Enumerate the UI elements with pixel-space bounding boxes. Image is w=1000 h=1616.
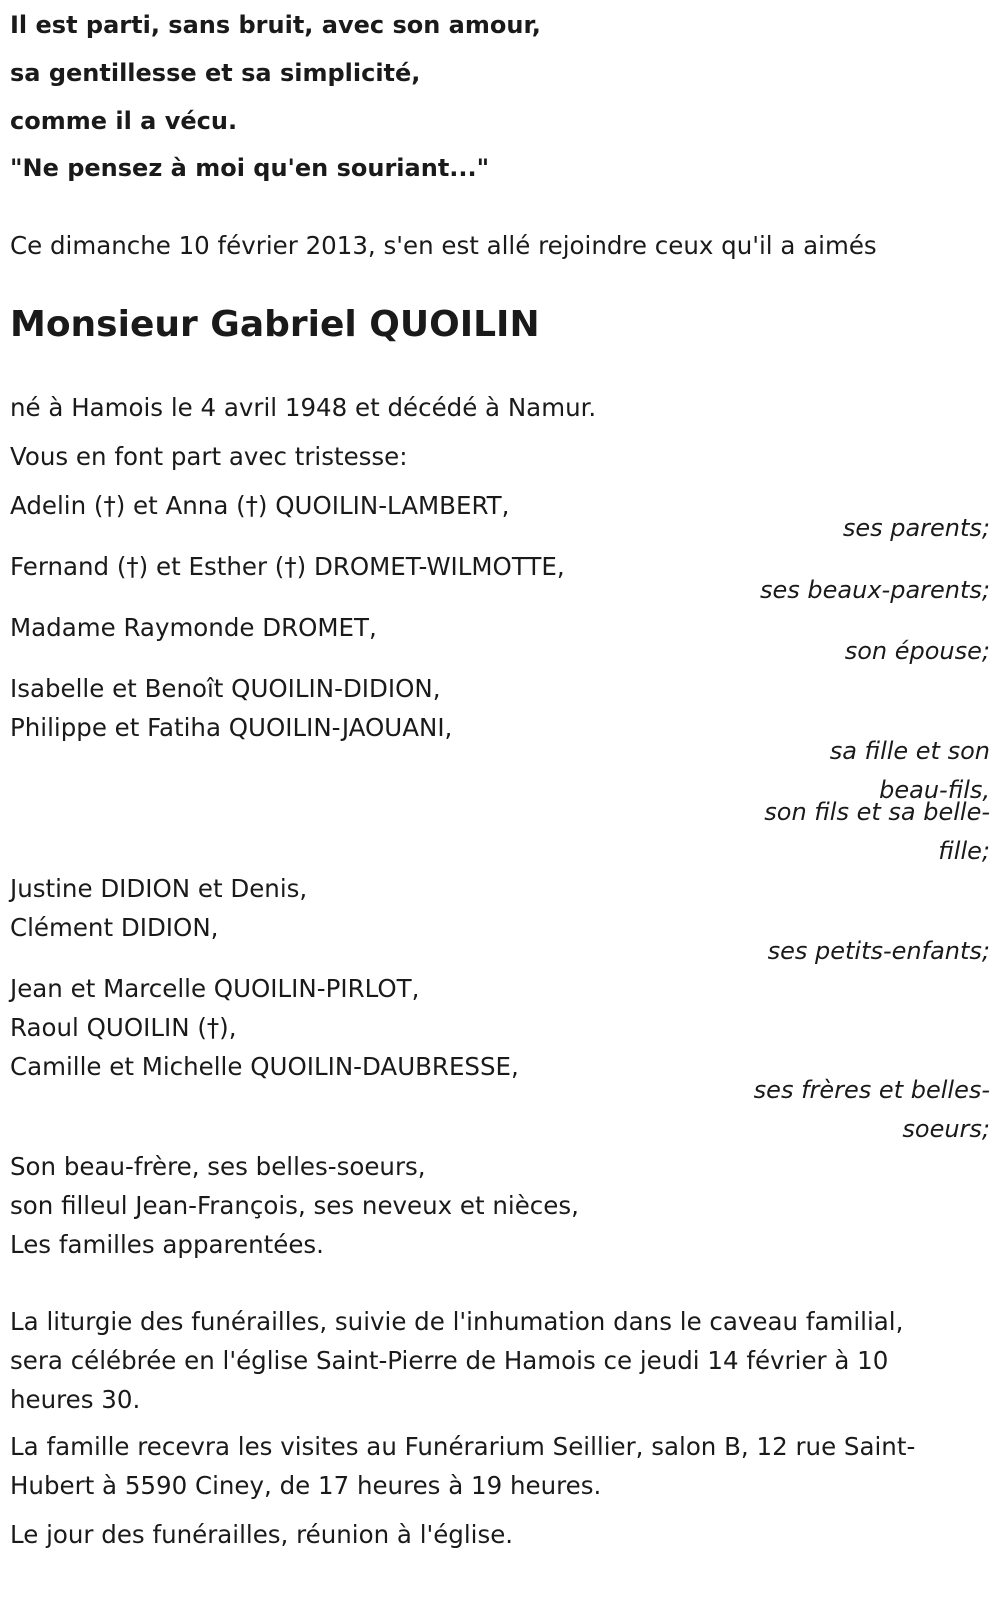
- funeral-liturgy-text: sera célébrée en l'église Saint-Pierre de Hamois ce jeudi 14 février à 10: [10, 1346, 889, 1375]
- family-siblings-name: Raoul QUOILIN (†),: [10, 1013, 237, 1042]
- announce-text: Vous en font part avec tristesse:: [10, 442, 408, 471]
- poem-line: sa gentillesse et sa simplicité,: [10, 59, 421, 87]
- family-children-name: Philippe et Fatiha QUOILIN-JAOUANI,: [10, 713, 453, 742]
- family-siblings-relation: soeurs;: [902, 1115, 990, 1143]
- family-siblings-relation: ses frères et belles-: [753, 1076, 990, 1104]
- family-grandchildren-name: Justine DIDION et Denis,: [10, 874, 308, 903]
- funeral-visits-text: La famille recevra les visites au Funérarium Seillier, salon B, 12 rue Saint-: [10, 1432, 916, 1461]
- family-parents-relation: ses parents;: [842, 514, 990, 542]
- funeral-liturgy-text: heures 30.: [10, 1385, 141, 1414]
- family-parents-name: Adelin (†) et Anna (†) QUOILIN-LAMBERT,: [10, 491, 510, 520]
- intro-text: Ce dimanche 10 février 2013, s'en est allé rejoindre ceux qu'il a aimés: [10, 231, 877, 260]
- deceased-name: Monsieur Gabriel QUOILIN: [10, 304, 540, 345]
- funeral-liturgy-text: La liturgie des funérailles, suivie de l'inhumation dans le caveau familial,: [10, 1307, 904, 1336]
- family-others: Son beau-frère, ses belles-soeurs,: [10, 1152, 426, 1181]
- funeral-visits-text: Hubert à 5590 Ciney, de 17 heures à 19 heures.: [10, 1471, 602, 1500]
- family-children-relation: sa fille et son: [829, 737, 990, 765]
- family-grandchildren-name: Clément DIDION,: [10, 913, 219, 942]
- family-siblings-name: Jean et Marcelle QUOILIN-PIRLOT,: [10, 974, 420, 1003]
- poem-line: comme il a vécu.: [10, 107, 238, 135]
- family-others: Les familles apparentées.: [10, 1230, 324, 1259]
- family-spouse-name: Madame Raymonde DROMET,: [10, 613, 377, 642]
- obituary-document: [10, 0, 1000, 1616]
- family-siblings-name: Camille et Michelle QUOILIN-DAUBRESSE,: [10, 1052, 519, 1081]
- family-children-relation: fille;: [938, 837, 990, 865]
- family-others: son filleul Jean-François, ses neveux et nièces,: [10, 1191, 579, 1220]
- funeral-reunion-text: Le jour des funérailles, réunion à l'église.: [10, 1520, 514, 1549]
- family-children-relation: son fils et sa belle-: [764, 798, 990, 826]
- family-children-name: Isabelle et Benoît QUOILIN-DIDION,: [10, 674, 441, 703]
- family-spouse-relation: son épouse;: [844, 637, 990, 665]
- family-inlaws-name: Fernand (†) et Esther (†) DROMET-WILMOTTE,: [10, 552, 565, 581]
- family-children-relation: beau-fils,: [879, 776, 990, 804]
- family-grandchildren-relation: ses petits-enfants;: [767, 937, 990, 965]
- poem-line: Il est parti, sans bruit, avec son amour,: [10, 11, 541, 39]
- family-inlaws-relation: ses beaux-parents;: [760, 576, 990, 604]
- poem-line: "Ne pensez à moi qu'en souriant...": [10, 154, 490, 182]
- birth-death-text: né à Hamois le 4 avril 1948 et décédé à Namur.: [10, 393, 597, 422]
